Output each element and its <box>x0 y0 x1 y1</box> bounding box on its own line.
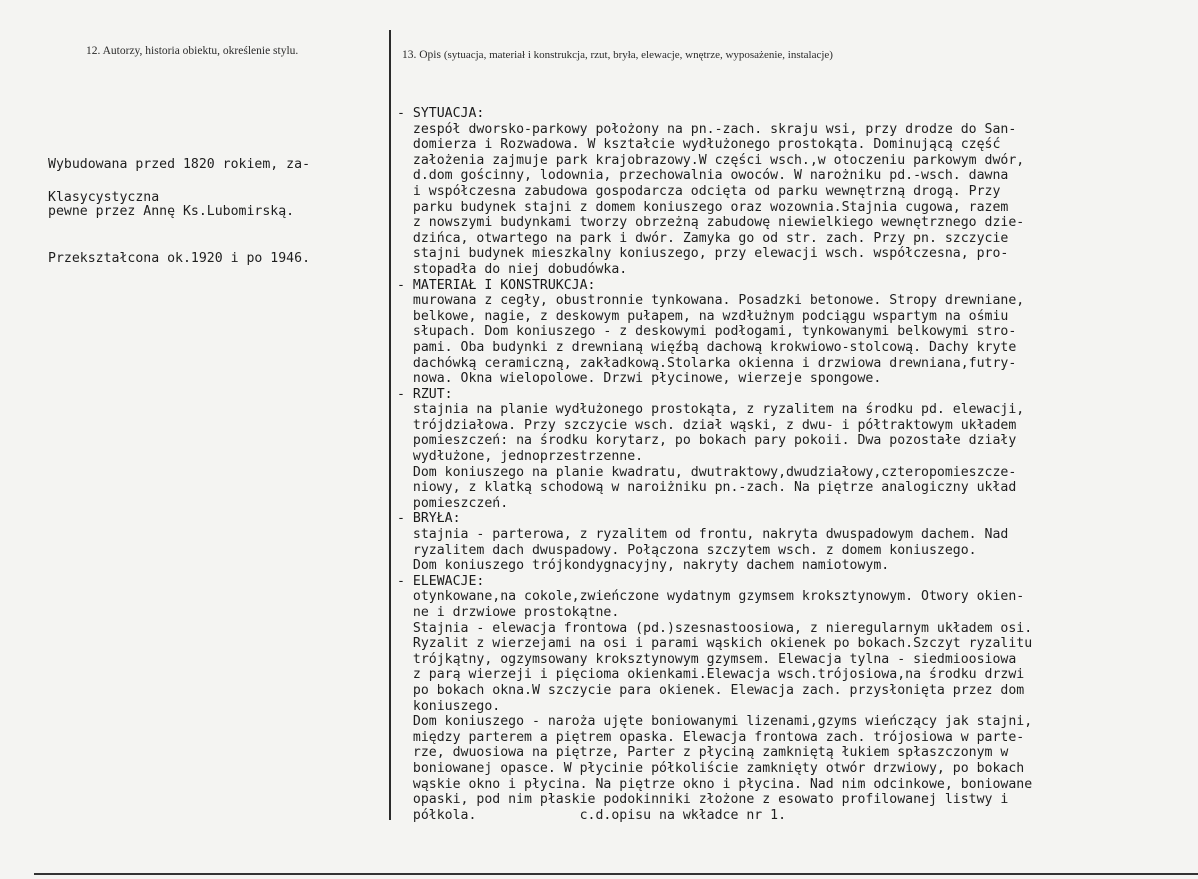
description-line: i współczesna zabudowa gospodarcza odcięta od parku wewnętrzną drogą. Przy <box>397 183 1001 199</box>
section-13-header <box>402 49 833 61</box>
description-line: półkola. c.d.opisu na wkładce nr 1. <box>397 807 787 823</box>
description-line: wąskie okno i płycina. Na piętrze okno i płycina. Nad nim odcinkowe, boniowane <box>397 776 1033 792</box>
description-line: pomieszczeń: na środku korytarz, po bokach pary pokoii. Dwa pozostałe działy <box>397 433 1017 449</box>
history-text <box>48 126 310 298</box>
description-line: stajnia - parterowa, z ryzalitem od frontu, nakryta dwuspadowym dachem. Nad <box>397 527 1009 543</box>
description-line: nowa. Okna wielopolowe. Drzwi płycinowe, wierzeje spongowe. <box>397 371 882 387</box>
history-line: Przekształcona ok.1920 i po 1946. <box>48 250 311 266</box>
description-line: otynkowane,na cokole,zwieńczone wydatnym gzymsem kroksztynowym. Otwory okien- <box>397 589 1025 605</box>
description-line: wydłużone, jednoprzestrzenne. <box>397 449 644 465</box>
description-line: zespół dworsko-parkowy położony na pn.-zach. skraju wsi, przy drodze do San- <box>397 121 1017 137</box>
description-line: Ryzalit z wierzejami na osi i parami wąskich okienek po bokach.Szczyt ryzalitu <box>397 636 1033 652</box>
description-line: opaski, pod nim płaskie podokinniki złożone z esowato profilowanej listwy i <box>397 792 1009 808</box>
description-line: trójkątny, ogzymsowany kroksztynowym gzymsem. Elewacja tylna - siedmioosiowa <box>397 651 1017 667</box>
description-line: Dom koniuszego trójkondygnacyjny, nakryty dachem namiotowym. <box>397 558 890 574</box>
description-line: trójdziałowa. Przy szczycie wsch. dział wąski, z dwu- i półtraktowym układem <box>397 417 1017 433</box>
description-line: z nowszymi budynkami tworzy obrzeżną zabudowę niewielkiego wewnętrznego dzie- <box>397 215 1025 231</box>
description-line: stajnia na planie wydłużonego prostokąta, z ryzalitem na środku pd. elewacji, <box>397 402 1025 418</box>
description-line: Dom koniuszego - naroża ujęte boniowanymi lizenami,gzyms wieńczący jak stajni, <box>397 714 1033 730</box>
description-line: z parą wierzeji i pięcioma okienkami.Elewacja wsch.trójosiowa,na środku drzwi <box>397 667 1025 683</box>
description-line: murowana z cegły, obustronnie tynkowana. Posadzki betonowe. Stropy drewniane, <box>397 293 1025 309</box>
section-heading: - MATERIAŁ I KONSTRUKCJA: <box>397 277 596 293</box>
description-line: koniuszego. <box>397 698 501 714</box>
section-heading: - ELEWACJE: <box>397 573 485 589</box>
description-line: dachówką ceramiczną, zakładkową.Stolarka okienna i drzwiowa drewniana,futry- <box>397 355 1017 371</box>
description-line: d.dom gościnny, lodownia, przechowalnia owoców. W narożniku pd.-wsch. dawna <box>397 168 1009 184</box>
description-line: stajni budynek mieszkalny koniuszego, przy elewacji wsch. współczesna, pro- <box>397 246 1009 262</box>
column-divider <box>389 30 391 820</box>
description-line: dzińca, otwartego na park i dwór. Zamyka go od str. zach. Przy pn. szczycie <box>397 230 1009 246</box>
description-line: między parterem a piętrem opaska. Elewacja frontowa zach. trójosiowa w parte- <box>397 729 1025 745</box>
description-line: stopadła do niej dobudówka. <box>397 261 628 277</box>
description-line: ne i drzwiowe prostokątne. <box>397 605 620 620</box>
description-line: założenia zajmuje park krajobrazowy.W części wsch.,w otoczeniu parkowym dwór, <box>397 152 1025 168</box>
style-label: Klasycystyczna <box>48 190 160 205</box>
description-line: domierza i Rozwadowa. W kształcie wydłużonego prostokąta. Dominującą część <box>397 137 1001 153</box>
description-line: ryzalitem dach dwuspadowy. Połączona szczytem wsch. z domem koniuszego. <box>397 542 977 558</box>
description-line: belkowe, nagie, z deskowym pułapem, na wzdłużnym podciągu wspartym na ośmiu <box>397 308 1009 324</box>
section-heading: - RZUT: <box>397 386 453 402</box>
history-line: Wybudowana przed 1820 rokiem, za- <box>48 157 311 173</box>
description-text <box>397 106 1192 823</box>
section-heading: - SYTUACJA: <box>397 106 485 121</box>
section-13-subtitle: (sytuacja, materiał i konstrukcja, rzut, bryła, elewacje, wnętrze, wyposażenie, instalacje) <box>443 49 833 61</box>
section-heading: - BRYŁA: <box>397 511 461 527</box>
description-line: pami. Oba budynki z drewnianą więźbą dachową krokwiowo-stolcową. Dachy kryte <box>397 339 1017 355</box>
description-line: pomieszczeń. <box>397 495 509 511</box>
description-line: rze, dwuosiowa na piętrze, Parter z płyciną zamkniętą łukiem spłaszczonym w <box>397 745 1009 761</box>
section-13-title: 13. Opis <box>402 49 441 61</box>
description-line: boniowanej opasce. W płycinie półkoliście zamknięty otwór drzwiowy, po bokach <box>397 760 1025 776</box>
description-line: Stajnia - elewacja frontowa (pd.)szesnastoosiowa, z nieregularnym układem osi. <box>397 620 1033 636</box>
description-line: po bokach okna.W szczycie para okienek. Elewacja zach. przysłonięta przez dom <box>397 682 1025 698</box>
description-line: niowy, z klatką schodową w naroiżniku pn.-zach. Na piętrze analogiczny układ <box>397 480 1017 496</box>
description-line: parku budynek stajni z domem koniuszego oraz wozownia.Stajnia cugowa, razem <box>397 199 1009 215</box>
description-line: Dom koniuszego na planie kwadratu, dwutraktowy,dwudziałowy,czteropomieszcze- <box>397 464 1017 480</box>
description-line: słupach. Dom koniuszego - z deskowymi podłogami, tynkowanymi belkowymi stro- <box>397 324 1017 340</box>
section-12-header: 12. Autorzy, historia obiektu, określenie stylu. <box>86 45 299 57</box>
bottom-rule <box>34 873 1198 875</box>
history-line: pewne przez Annę Ks.Lubomirską. <box>48 203 295 219</box>
